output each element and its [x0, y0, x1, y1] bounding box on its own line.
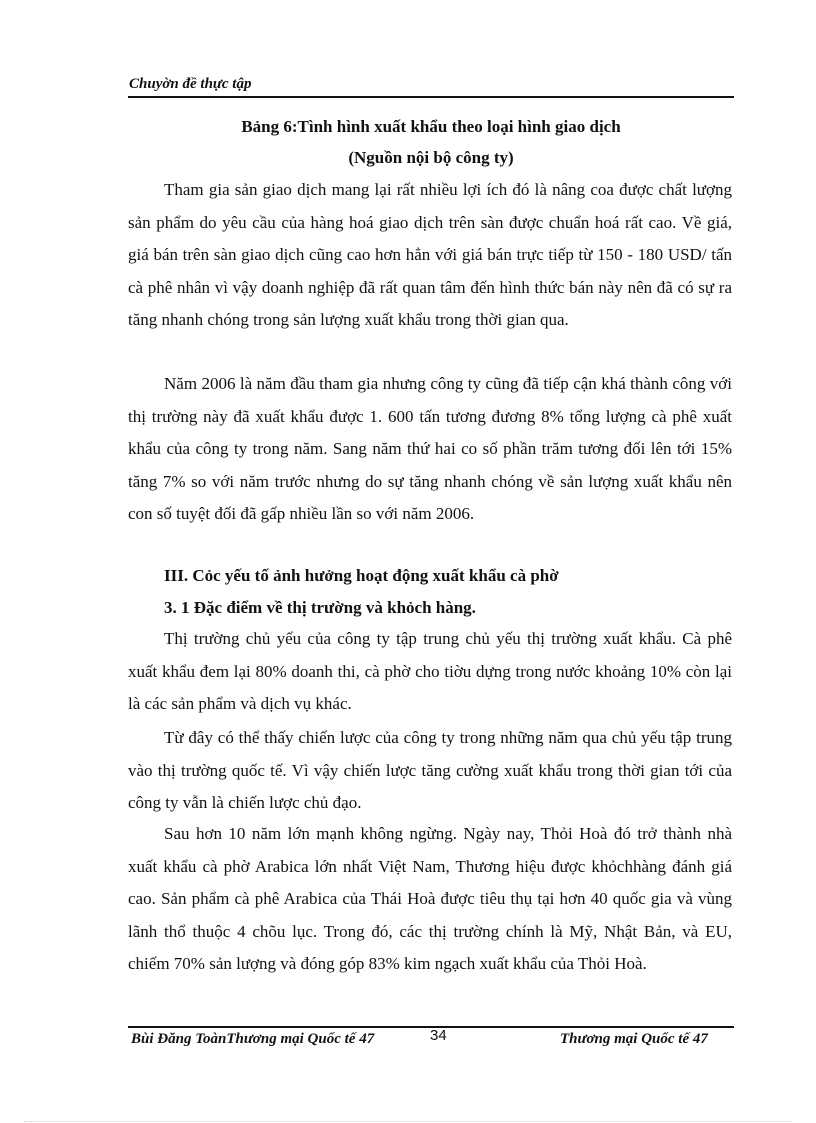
table-caption: Bảng 6:Tình hình xuất khẩu theo loại hình giao dịch — [241, 117, 621, 136]
paragraph-thai-hoa: Sau hơn 10 năm lớn mạnh không ngừng. Ngày nay, Thỏi Hoà đó trở thành nhà xuất khẩu cà phờ Arabica lớn nhất Việt Nam, Thương hiệu được khỏchhàng đánh giá cao. Sản phẩm cà phê Arabica của Thái Hoà được tiêu thụ tại hơn 40 quốc gia và vùng lãnh thổ thuộc 4 chõu lục. Trong đó, các thị trường chính là Mỹ, Nhật Bản, và EU, chiếm 70% sản lượng và đóng góp 83% kim ngạch xuất khẩu của Thỏi Hoà. — [128, 824, 732, 973]
paragraph-exchange-benefits: Tham gia sản giao dịch mang lại rất nhiều lợi ích đó là nâng coa được chất lượng sản phẩm do yêu cầu của hàng hoá giao dịch trên sàn được chuẩn hoá rất cao. Về giá, giá bán trên sàn giao dịch cũng cao hơn hẳn với giá bán trực tiếp từ 150 - 180 USD/ tấn cà phê nhân vì vậy doanh nghiệp đã rất quan tâm đến hình thức bán này nên đã có sự ra tăng nhanh chóng trong sản lượng xuất khẩu trong thời gian qua. — [128, 180, 732, 329]
page-number: 34 — [430, 1027, 447, 1044]
paragraph-strategy: Từ đây có thể thấy chiến lược của công ty trong những năm qua chủ yếu tập trung vào thị trường quốc tế. Vì vậy chiến lược tăng cường xuất khẩu trong thời gian tới của công ty vẫn là chiến lược chủ đạo. — [128, 728, 732, 812]
footer-author: Bùi Đăng ToànThương mại Quốc tế 47 — [131, 1031, 375, 1047]
footer-course: Thương mại Quốc tế 47 — [560, 1031, 708, 1047]
page-bottom-edge — [24, 1121, 792, 1122]
paragraph-2006-results: Năm 2006 là năm đầu tham gia nhưng công ty cũng đã tiếp cận khá thành công với thị trường này đã xuất khẩu được 1. 600 tấn tương đương 8% tổng lượng cà phê xuất khẩu của công ty trong năm. Sang năm thứ hai co số phần trăm tương đối lên tới 15% tăng 7% so với năm trước nhưng do sự tăng nhanh chóng về sản lượng xuất khẩu nên con số tuyệt đối đã gấp nhiều lần so với năm 2006. — [128, 374, 732, 523]
table-source: (Nguồn nội bộ công ty) — [348, 148, 514, 167]
paragraph-main-market: Thị trường chủ yếu của công ty tập trung chủ yếu thị trường xuất khẩu. Cà phê xuất khẩu đem lại 80% doanh thi, cà phờ cho tiờu dựng trong nước khoảng 10% còn lại là các sản phẩm và dịch vụ khác. — [128, 629, 732, 713]
section-heading: III. Cỏc yếu tố ảnh hưởng hoạt động xuất khẩu cà phờ — [164, 566, 559, 585]
header-title: Chuyờn đề thực tập — [129, 76, 252, 92]
header-divider — [128, 96, 734, 98]
subsection-heading: 3. 1 Đặc điểm về thị trường và khỏch hàng. — [164, 598, 476, 617]
